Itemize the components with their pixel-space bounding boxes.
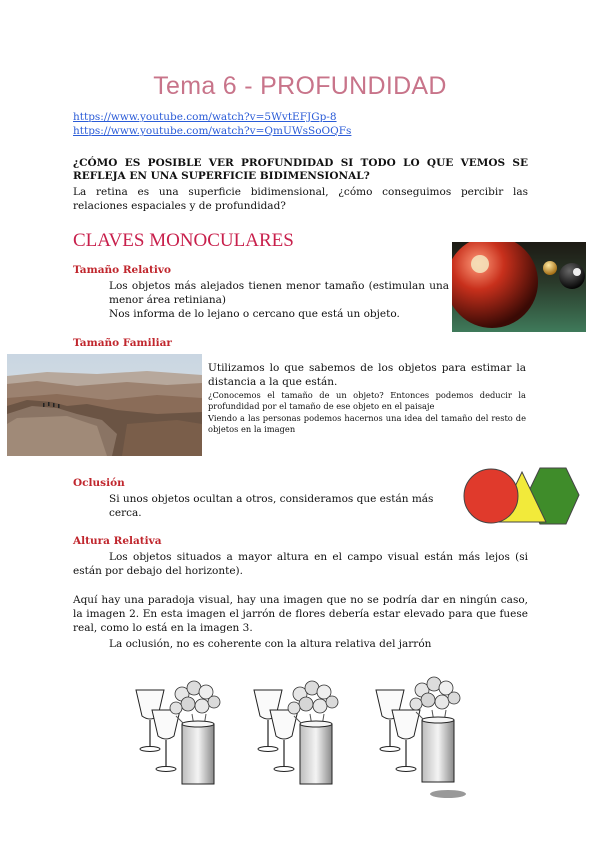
tamano-familiar-note-2: Viendo a las personas podemos hacernos una idea del tamaño del resto de objetos en la imagen [208, 413, 526, 434]
altura-relativa-text: Los objetos situados a mayor altura en el campo visual están más lejos (si están por debajo del horizonte). [73, 551, 528, 577]
question-text: La retina es una superficie bidimensional, ¿cómo conseguimos percibir las relaciones espaciales y de profundidad? [73, 186, 528, 212]
youtube-link-1[interactable]: https://www.youtube.com/watch?v=5WvtEFJGp-8 [73, 111, 337, 123]
tamano-familiar-text: Utilizamos lo que sabemos de los objetos para estimar la distancia a la que están. [208, 362, 526, 388]
canyon-landscape-image [7, 354, 202, 456]
billiard-balls-image [452, 242, 586, 332]
oclusion-text: Si unos objetos ocultan a otros, consideramos que están más cerca. [109, 493, 434, 519]
youtube-link-2[interactable]: https://www.youtube.com/watch?v=QmUWsSoOQFs [73, 125, 352, 137]
image-3 [376, 677, 466, 798]
tamano-relativo-heading: Tamaño Relativo [73, 264, 171, 276]
tamano-familiar-heading: Tamaño Familiar [73, 337, 172, 349]
question-heading: ¿CÓMO ES POSIBLE VER PROFUNDIDAD SI TODO LO QUE VEMOS SE REFLEJA EN UNA SUPERFICIE BIDIMENSIONAL? [73, 157, 528, 182]
vase-paradox-illustration [130, 668, 470, 803]
image-1 [136, 681, 220, 784]
page-title: Tema 6 - PROFUNDIDAD [153, 72, 447, 100]
tamano-relativo-text: Los objetos más alejados tienen menor tamaño (estimulan una menor área retiniana) [109, 280, 449, 306]
altura-relativa-heading: Altura Relativa [73, 535, 162, 547]
oclusion-heading: Oclusión [73, 477, 125, 489]
image-2 [254, 681, 338, 784]
tamano-familiar-note-1: ¿Conocemos el tamaño de un objeto? Entonces podemos deducir la profundidad por el tamaño de ese objeto en el paisaje [208, 390, 526, 411]
paradoja-text: Aquí hay una paradoja visual, hay una imagen que no se podría dar en ningún caso, la imagen 2. En esta imagen el jarrón de flores debería estar elevado para que fuese real, como lo está en la imagen 3. [73, 594, 528, 634]
tamano-relativo-text-2: Nos informa de lo lejano o cercano que está un objeto. [109, 308, 400, 320]
paradoja-text-2: La oclusión, no es coherente con la altura relativa del jarrón [109, 638, 432, 650]
circle-shape [464, 469, 518, 523]
section-title: CLAVES MONOCULARES [73, 230, 294, 251]
occlusion-shapes-image [462, 464, 580, 528]
